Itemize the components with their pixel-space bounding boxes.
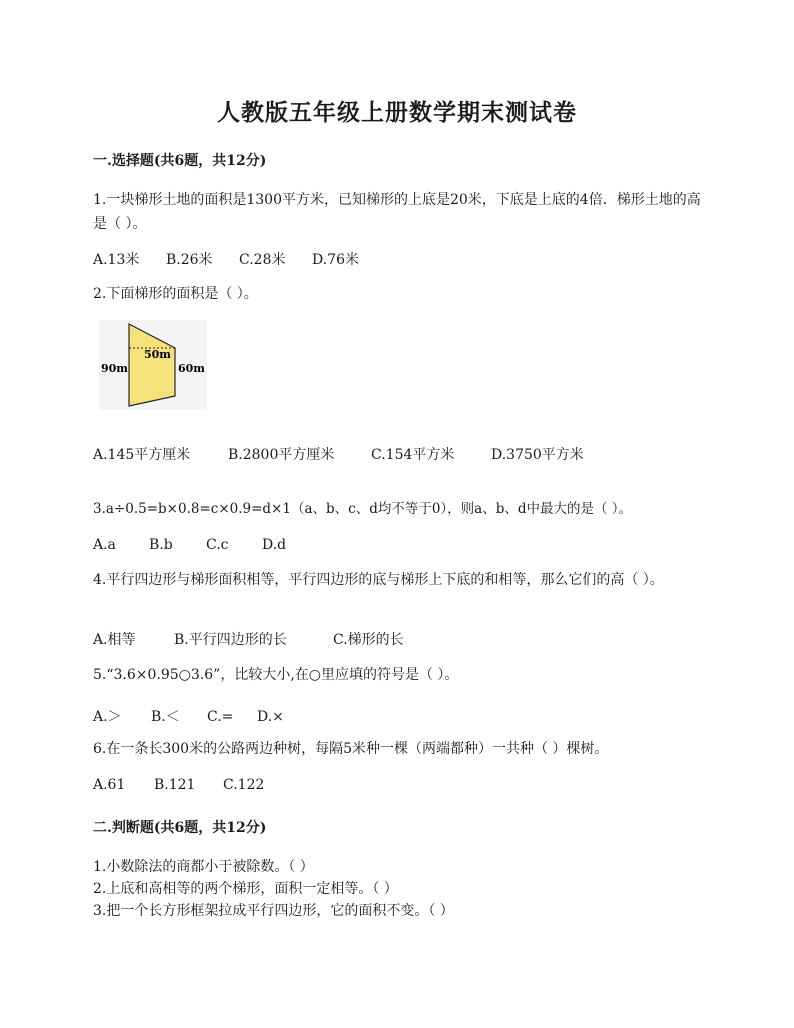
option-b: B.平行四边形的长 [174, 632, 287, 648]
top-label: 50m [144, 348, 171, 361]
option-b: B.b [149, 537, 173, 553]
section-heading-choice: 一.选择题(共6题，共12分) [93, 153, 267, 169]
option-d: D.× [257, 709, 284, 725]
question-6-options [93, 777, 264, 793]
question-3-options [93, 537, 286, 553]
question-1-options [93, 249, 359, 269]
judgment-2: 2.上底和高相等的两个梯形，面积一定相等。（ ） [93, 881, 398, 897]
option-c: C.= [207, 709, 234, 725]
option-d: D.76米 [312, 252, 359, 268]
option-d: D.3750平方米 [491, 447, 584, 463]
option-a: A.61 [93, 777, 126, 793]
option-b: B.121 [154, 777, 196, 793]
option-a: A.145平方厘米 [93, 447, 191, 463]
question-5: 5.“3.6×0.95○3.6”，比较大小,在○里应填的符号是（ ）。 [93, 667, 459, 683]
trapezoid-figure [99, 320, 207, 410]
option-d: D.d [262, 537, 287, 553]
option-c: C.122 [223, 777, 265, 793]
question-6: 6.在一条长300米的公路两边种树，每隔5米种一棵（两端都种）一共种（ ）棵树。 [93, 741, 609, 757]
option-a: A.相等 [93, 632, 136, 648]
section-heading-judgment: 二.判断题(共6题，共12分) [93, 820, 267, 836]
option-a: A.＞ [93, 709, 122, 725]
question-5-options [93, 706, 284, 726]
question-1: 1.一块梯形土地的面积是1300平方米，已知梯形的上底是20米，下底是上底的4倍．梯形土地的高是（ ）。 [93, 192, 701, 232]
question-4: 4.平行四边形与梯形面积相等，平行四边形的底与梯形上下底的和相等，那么它们的高（ ）。 [93, 572, 664, 588]
page-title: 人教版五年级上册数学期末测试卷 [217, 99, 577, 126]
left-label: 90m [101, 362, 128, 375]
question-2: 2.下面梯形的面积是（ ）。 [93, 286, 258, 302]
question-4-options [93, 629, 404, 649]
option-c: C.28米 [239, 252, 286, 268]
option-c: C.c [206, 537, 229, 553]
option-b: B.2800平方厘米 [228, 447, 335, 463]
trapezoid-diagram [99, 320, 207, 410]
option-c: C.154平方米 [371, 447, 455, 463]
option-b: B.＜ [151, 709, 180, 725]
option-a: A.13米 [93, 252, 140, 268]
question-2-options [93, 444, 584, 464]
question-3: 3.a÷0.5=b×0.8=c×0.9=d×1（a、b、c、d均不等于0），则a、b、d中最大的是（ ）。 [93, 501, 633, 517]
judgment-3: 3.把一个长方形框架拉成平行四边形，它的面积不变。（ ） [93, 903, 454, 919]
judgment-1: 1.小数除法的商都小于被除数。（ ） [93, 859, 314, 875]
option-a: A.a [93, 537, 116, 553]
option-c: C.梯形的长 [333, 632, 404, 648]
option-b: B.26米 [166, 252, 213, 268]
right-label: 60m [178, 362, 205, 375]
